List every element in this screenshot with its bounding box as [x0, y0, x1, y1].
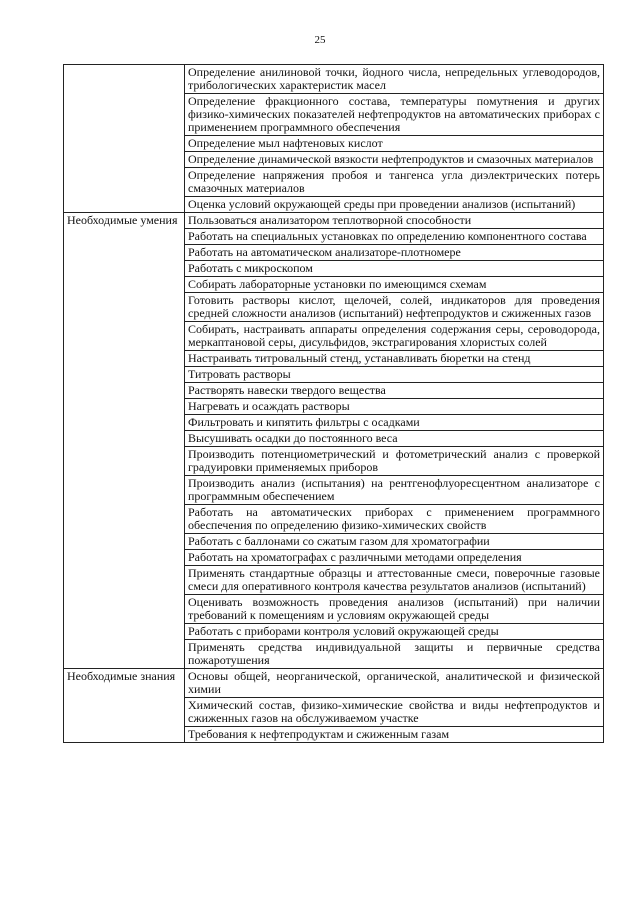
- requirement-item: Работать с приборами контроля условий окружающей среды: [185, 624, 604, 640]
- requirement-item: Собирать лабораторные установки по имеющимся схемам: [185, 277, 604, 293]
- requirement-item: Химический состав, физико-химические свойства и виды нефтепродуктов и сжиженных газов на обслуживаемом участке: [185, 698, 604, 727]
- requirement-item: Применять стандартные образцы и аттестованные смеси, поверочные газовые смеси для оперативного контроля качества результатов анализов (испытаний): [185, 566, 604, 595]
- requirement-item: Работать на специальных установках по определению компонентного состава: [185, 229, 604, 245]
- requirement-item: Настраивать титровальный стенд, устанавливать бюретки на стенд: [185, 351, 604, 367]
- requirement-item: Оценивать возможность проведения анализов (испытаний) при наличии требований к помещениям и условиям окружающей среды: [185, 595, 604, 624]
- requirement-item: Определение динамической вязкости нефтепродуктов и смазочных материалов: [185, 152, 604, 168]
- requirement-item: Оценка условий окружающей среды при проведении анализов (испытаний): [185, 197, 604, 213]
- requirement-item: Производить потенциометрический и фотометрический анализ с проверкой градуировки применяемых приборов: [185, 447, 604, 476]
- requirement-item: Определение фракционного состава, температуры помутнения и других физико-химических показателей нефтепродуктов на автоматических приборах с применением программного обеспечения: [185, 94, 604, 136]
- requirement-item: Основы общей, неорганической, органической, аналитической и физической химии: [185, 669, 604, 698]
- requirement-item: Работать на автоматическом анализаторе-плотномере: [185, 245, 604, 261]
- requirement-item: Нагревать и осаждать растворы: [185, 399, 604, 415]
- requirement-item: Высушивать осадки до постоянного веса: [185, 431, 604, 447]
- requirement-item: Фильтровать и кипятить фильтры с осадками: [185, 415, 604, 431]
- requirement-item: Готовить растворы кислот, щелочей, солей, индикаторов для проведения средней сложности анализов (испытаний) нефтепродуктов и сжиженных газов: [185, 293, 604, 322]
- page-number: 25: [314, 34, 326, 46]
- requirement-item: Определение анилиновой точки, йодного числа, непредельных углеводородов, трибологических характеристик масел: [185, 65, 604, 94]
- requirement-item: Пользоваться анализатором теплотворной способности: [185, 213, 604, 229]
- requirement-item: Растворять навески твердого вещества: [185, 383, 604, 399]
- table-row: [64, 65, 604, 94]
- requirements-table: [63, 64, 604, 743]
- requirement-item: Работать с баллонами со сжатым газом для хроматографии: [185, 534, 604, 550]
- requirement-item: Определение мыл нафтеновых кислот: [185, 136, 604, 152]
- requirement-item: Работать с микроскопом: [185, 261, 604, 277]
- requirement-item: Производить анализ (испытания) на рентгенофлуоресцентном анализаторе с программным обеспечением: [185, 476, 604, 505]
- requirement-item: Требования к нефтепродуктам и сжиженным газам: [185, 727, 604, 743]
- table-row: [64, 213, 604, 229]
- requirement-item: Титровать растворы: [185, 367, 604, 383]
- requirement-item: Определение напряжения пробоя и тангенса угла диэлектрических потерь смазочных материалов: [185, 168, 604, 197]
- requirement-item: Работать на хроматографах с различными методами определения: [185, 550, 604, 566]
- requirements-table-body: [64, 65, 604, 743]
- section-label: [64, 65, 185, 213]
- requirement-item: Собирать, настраивать аппараты определения содержания серы, сероводорода, меркаптановой серы, дисульфидов, экстрагирования хлористых солей: [185, 322, 604, 351]
- requirement-item: Работать на автоматических приборах с применением программного обеспечения по определению физико-химических свойств: [185, 505, 604, 534]
- table-row: [64, 669, 604, 698]
- section-label: Необходимые знания: [64, 669, 185, 743]
- section-label: Необходимые умения: [64, 213, 185, 669]
- requirement-item: Применять средства индивидуальной защиты и первичные средства пожаротушения: [185, 640, 604, 669]
